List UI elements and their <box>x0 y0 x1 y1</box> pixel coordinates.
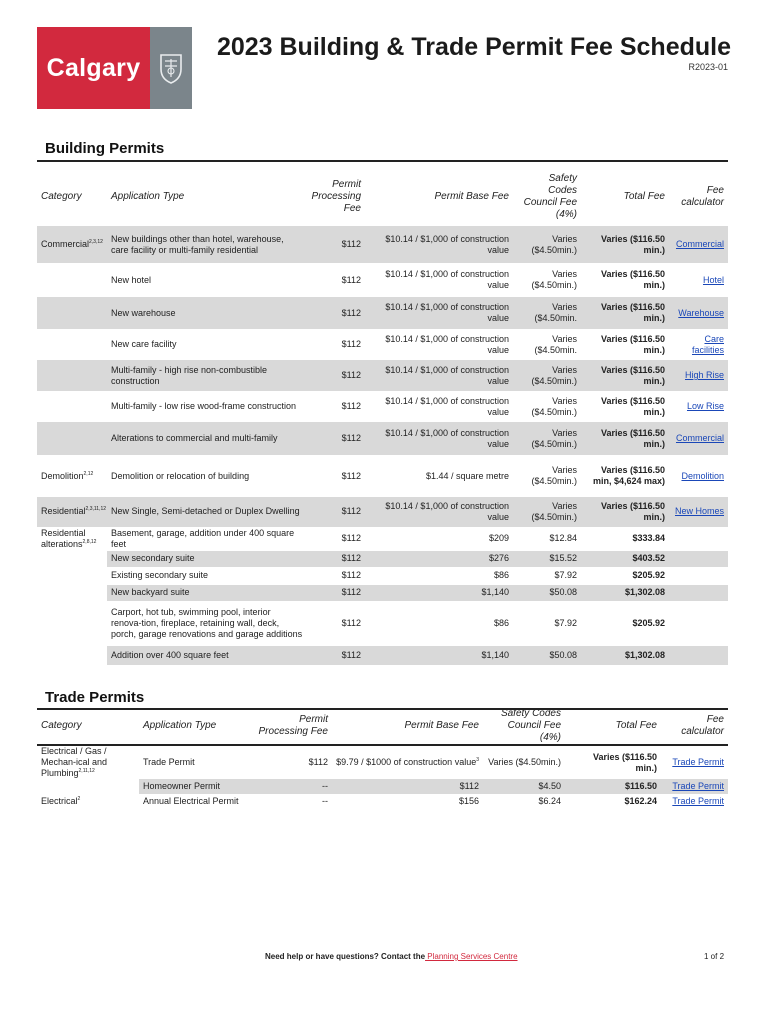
header-total-fee: Total Fee <box>623 191 665 202</box>
base-fee-cell: $10.14 / $1,000 of construction value <box>365 297 513 329</box>
footnote-ref: 2,8,12 <box>82 538 97 545</box>
category-label: Residential alterations <box>41 527 86 549</box>
processing-fee-cell: $112 <box>307 360 365 391</box>
safety-codes-fee-cell: $12.84 <box>513 527 581 550</box>
total-fee-cell: Varies ($116.50 min.) <box>600 269 665 290</box>
processing-fee-cell: $112 <box>341 470 361 481</box>
footnote-ref: 2 <box>77 796 81 802</box>
total-fee-cell: $333.84 <box>581 527 669 550</box>
safety-codes-fee-cell: $7.92 <box>513 601 581 645</box>
total-fee-cell: Varies ($116.50 min.) <box>592 751 657 773</box>
processing-fee-cell: $112 <box>307 645 365 665</box>
fee-calculator-cell <box>669 601 728 645</box>
category-cell <box>37 297 107 329</box>
fee-calculator-link[interactable]: Trade Permit <box>672 796 724 806</box>
fee-calculator-link[interactable]: Warehouse <box>678 307 724 318</box>
fee-calculator-cell <box>661 745 728 779</box>
safety-codes-fee-cell: $4.50 <box>483 779 565 794</box>
building-permits-table <box>37 168 728 665</box>
header-fee-calculator: Fee calculator <box>681 714 724 737</box>
application-type-cell: Existing secondary suite <box>107 567 307 584</box>
category-cell <box>37 527 107 665</box>
table-row <box>37 527 728 550</box>
total-fee-cell: Varies ($116.50 min.) <box>581 422 669 455</box>
category-cell <box>37 329 107 360</box>
category-cell <box>37 794 139 809</box>
application-type-cell: New warehouse <box>107 297 307 329</box>
base-fee-cell: $1,140 <box>365 645 513 665</box>
table-row <box>37 567 728 584</box>
total-fee-cell: Varies ($116.50 min.) <box>600 333 665 355</box>
base-fee-cell: $86 <box>365 601 513 645</box>
table-row <box>37 779 728 794</box>
trade-permits-table <box>37 708 728 809</box>
base-fee-value: $156 <box>458 796 479 806</box>
fee-calculator-cell <box>669 391 728 422</box>
header-category: Category <box>41 720 82 731</box>
fee-calculator-cell <box>669 422 728 455</box>
application-type-cell: Trade Permit <box>143 757 195 767</box>
base-fee-cell: $10.14 / $1,000 of construction value <box>365 360 513 391</box>
header-safety-codes-fee: Safety Codes Council Fee (4%) <box>523 173 577 220</box>
fee-calculator-cell <box>669 527 728 550</box>
base-fee-cell: $10.14 / $1,000 of construction value <box>385 333 509 355</box>
total-fee-cell: Varies ($116.50 min.) <box>581 297 669 329</box>
processing-fee-cell: $112 <box>307 567 365 584</box>
header-processing-fee: Permit Processing Fee <box>311 179 361 214</box>
fee-calculator-link[interactable]: Hotel <box>702 274 724 285</box>
safety-codes-fee-cell: $7.92 <box>513 567 581 584</box>
base-fee-cell <box>332 745 483 779</box>
base-fee-cell: $1,140 <box>365 584 513 601</box>
application-type-cell: Multi-family - high rise non-combustible construction <box>107 360 307 391</box>
category-cell <box>37 455 107 497</box>
processing-fee-cell: $112 <box>307 527 365 550</box>
category-label: Electrical <box>41 796 78 806</box>
application-type-cell: Demolition or relocation of building <box>111 470 250 481</box>
table-row <box>37 297 728 329</box>
application-type-cell: Basement, garage, addition under 400 square feet <box>107 527 307 550</box>
table-row <box>37 497 728 527</box>
base-fee-cell: $10.14 / $1,000 of construction value <box>385 395 509 417</box>
city-logo <box>37 27 192 109</box>
safety-codes-fee-cell: $50.08 <box>513 645 581 665</box>
processing-fee-cell: $112 <box>307 226 365 263</box>
application-type-cell: Carport, hot tub, swimming pool, interior renova-tion, fireplace, retaining wall, deck, porch, garage renovations and garage additions <box>107 601 307 645</box>
fee-calculator-cell <box>669 297 728 329</box>
table-row <box>37 745 728 779</box>
safety-codes-fee-cell: $6.24 <box>538 796 561 806</box>
total-fee-cell: $205.92 <box>581 601 669 645</box>
fee-calculator-cell <box>661 794 728 809</box>
building-permits-title: Building Permits <box>45 140 165 157</box>
base-fee-cell: $86 <box>365 567 513 584</box>
total-fee-cell: $1,302.08 <box>581 645 669 665</box>
header-application-type: Application Type <box>143 720 217 731</box>
total-fee-cell: $116.50 <box>565 779 661 794</box>
table-row <box>37 645 728 665</box>
fee-calculator-cell <box>669 226 728 263</box>
fee-calculator-cell <box>661 779 728 794</box>
total-fee-cell: Varies ($116.50 min.) <box>600 395 665 417</box>
safety-codes-fee-cell: Varies ($4.50min. <box>513 297 581 329</box>
category-cell <box>37 360 107 391</box>
application-type-cell: New secondary suite <box>107 550 307 567</box>
logo-wordmark: Calgary <box>37 27 150 109</box>
fee-calculator-link[interactable]: New Homes <box>674 506 724 517</box>
application-type-cell: Annual Electrical Permit <box>143 796 239 806</box>
safety-codes-fee-cell: Varies ($4.50min.) <box>488 757 561 767</box>
total-fee-cell: Varies ($116.50 min.) <box>581 497 669 527</box>
application-type-cell: New hotel <box>111 274 152 285</box>
base-fee-cell: $276 <box>365 550 513 567</box>
header-safety-codes-fee: Safety Codes Council Fee (4%) <box>500 708 561 743</box>
header-total-fee: Total Fee <box>615 720 657 731</box>
safety-codes-fee-cell: Varies ($4.50min.) <box>531 269 577 290</box>
fee-calculator-link[interactable]: Trade Permit <box>672 757 724 767</box>
footnote-ref: 2,3,11,12 <box>85 506 107 513</box>
category-label: Residential <box>41 506 86 517</box>
base-fee-cell: $10.14 / $1,000 of construction value <box>385 269 509 290</box>
table-row <box>37 226 728 263</box>
safety-codes-fee-cell: Varies ($4.50min.) <box>513 497 581 527</box>
category-cell <box>37 745 139 779</box>
total-fee-cell: Varies ($116.50 min, $4,624 max) <box>592 465 665 486</box>
processing-fee-cell: $112 <box>307 297 365 329</box>
processing-fee-cell: $112 <box>307 497 365 527</box>
safety-codes-fee-cell: Varies ($4.50min.) <box>513 360 581 391</box>
application-type-cell: Homeowner Permit <box>139 779 254 794</box>
fee-calculator-cell <box>669 645 728 665</box>
table-row <box>37 263 728 297</box>
table-row <box>37 455 728 497</box>
document-code: R2023-01 <box>688 62 728 72</box>
safety-codes-fee-cell: $50.08 <box>513 584 581 601</box>
category-cell <box>37 391 107 422</box>
header-processing-fee: Permit Processing Fee <box>258 714 328 737</box>
table-row <box>37 601 728 645</box>
processing-fee-cell: $112 <box>307 550 365 567</box>
fee-calculator-cell <box>669 567 728 584</box>
safety-codes-fee-cell: Varies ($4.50min.) <box>513 226 581 263</box>
safety-codes-fee-cell: Varies ($4.50min.) <box>513 422 581 455</box>
footnote-ref: 2,11,12 <box>78 768 95 774</box>
footnote-ref: 3 <box>476 757 479 763</box>
fee-calculator-cell <box>669 497 728 527</box>
safety-codes-fee-cell: Varies ($4.50min. <box>534 333 577 355</box>
processing-fee-cell: -- <box>322 796 328 806</box>
processing-fee-cell: $112 <box>341 339 361 349</box>
processing-fee-cell: $112 <box>307 601 365 645</box>
fee-calculator-link[interactable]: Low Rise <box>686 401 724 411</box>
fee-calculator-cell <box>669 360 728 391</box>
section-divider <box>37 160 728 162</box>
processing-fee-cell: $112 <box>307 422 365 455</box>
fee-calculator-link[interactable]: Commercial <box>675 239 724 249</box>
processing-fee-cell: $112 <box>307 584 365 601</box>
total-fee-cell: Varies ($116.50 min.) <box>581 360 669 391</box>
trade-permits-title: Trade Permits <box>45 689 145 706</box>
fee-calculator-link[interactable]: Commercial <box>675 433 724 443</box>
header-fee-calculator: Fee calculator <box>681 185 724 208</box>
table-row <box>37 360 728 391</box>
category-cell <box>37 226 107 263</box>
total-fee-cell: $205.92 <box>581 567 669 584</box>
fee-calculator-link[interactable]: High Rise <box>684 370 724 380</box>
header-base-fee: Permit Base Fee <box>404 720 479 731</box>
base-fee-cell: $1.44 / square metre <box>425 470 509 481</box>
base-fee-value: $112 <box>459 781 479 791</box>
fee-calculator-link[interactable]: Care facilities <box>691 333 724 355</box>
category-cell <box>37 497 107 527</box>
help-text: Need help or have questions? Contact the Planning Services Centre <box>265 952 518 961</box>
processing-fee-cell: $112 <box>308 757 328 767</box>
category-cell <box>37 422 107 455</box>
fee-calculator-link[interactable]: Trade Permit <box>672 781 724 791</box>
safety-codes-fee-cell: Varies ($4.50min.) <box>531 465 577 486</box>
document-title: 2023 Building & Trade Permit Fee Schedule <box>216 33 731 61</box>
category-cell <box>37 779 139 794</box>
processing-fee-cell: $112 <box>341 274 361 285</box>
page-number: 1 of 2 <box>704 952 725 961</box>
footnote-ref: 2,12 <box>83 470 94 477</box>
total-fee-cell: $162.24 <box>624 796 657 806</box>
application-type-cell: New buildings other than hotel, warehouse, care facility or multi-family residential <box>107 226 307 263</box>
application-type-cell: New backyard suite <box>107 584 307 601</box>
header-base-fee: Permit Base Fee <box>434 191 509 202</box>
table-row <box>37 329 728 360</box>
application-type-cell: New care facility <box>111 339 177 349</box>
table-row <box>37 794 728 809</box>
table-row <box>37 391 728 422</box>
safety-codes-fee-cell: $15.52 <box>513 550 581 567</box>
header-application-type: Application Type <box>111 191 185 202</box>
total-fee-cell: $1,302.08 <box>581 584 669 601</box>
planning-services-link[interactable]: Planning Services Centre <box>425 952 518 961</box>
base-fee-cell: $10.14 / $1,000 of construction value <box>365 226 513 263</box>
fee-calculator-cell <box>669 329 728 360</box>
processing-fee-cell: $112 <box>341 401 361 411</box>
table-row <box>37 422 728 455</box>
crest-icon <box>150 27 192 109</box>
base-fee-cell: $10.14 / $1,000 of construction value <box>365 497 513 527</box>
fee-calculator-cell <box>669 263 728 297</box>
category-label: Commercial <box>41 239 90 249</box>
total-fee-cell: $403.52 <box>581 550 669 567</box>
category-cell <box>37 263 107 297</box>
application-type-cell: Alterations to commercial and multi-family <box>107 422 307 455</box>
fee-calculator-link[interactable]: Demolition <box>681 470 724 481</box>
fee-calculator-cell <box>669 455 728 497</box>
base-fee-cell: $209 <box>365 527 513 550</box>
base-fee-value: $9.79 / $1000 of construction value <box>336 757 477 767</box>
safety-codes-fee-cell: Varies ($4.50min.) <box>531 395 577 417</box>
total-fee-cell: Varies ($116.50 min.) <box>581 226 669 263</box>
application-type-cell: New Single, Semi-detached or Duplex Dwelling <box>107 497 307 527</box>
fee-calculator-cell <box>669 584 728 601</box>
base-fee-cell <box>332 779 483 794</box>
fee-calculator-cell <box>669 550 728 567</box>
processing-fee-cell: -- <box>254 779 332 794</box>
category-label: Demolition <box>41 470 84 481</box>
base-fee-cell: $10.14 / $1,000 of construction value <box>365 422 513 455</box>
application-type-cell: Multi-family - low rise wood-frame construction <box>111 401 297 411</box>
application-type-cell: Addition over 400 square feet <box>107 645 307 665</box>
footnote-ref: 2,3,12 <box>89 239 103 245</box>
category-label: Electrical / Gas / Mechan-ical and Plumbing <box>41 746 108 778</box>
header-category: Category <box>41 191 82 202</box>
table-row <box>37 550 728 567</box>
table-row <box>37 584 728 601</box>
base-fee-cell <box>332 794 483 809</box>
